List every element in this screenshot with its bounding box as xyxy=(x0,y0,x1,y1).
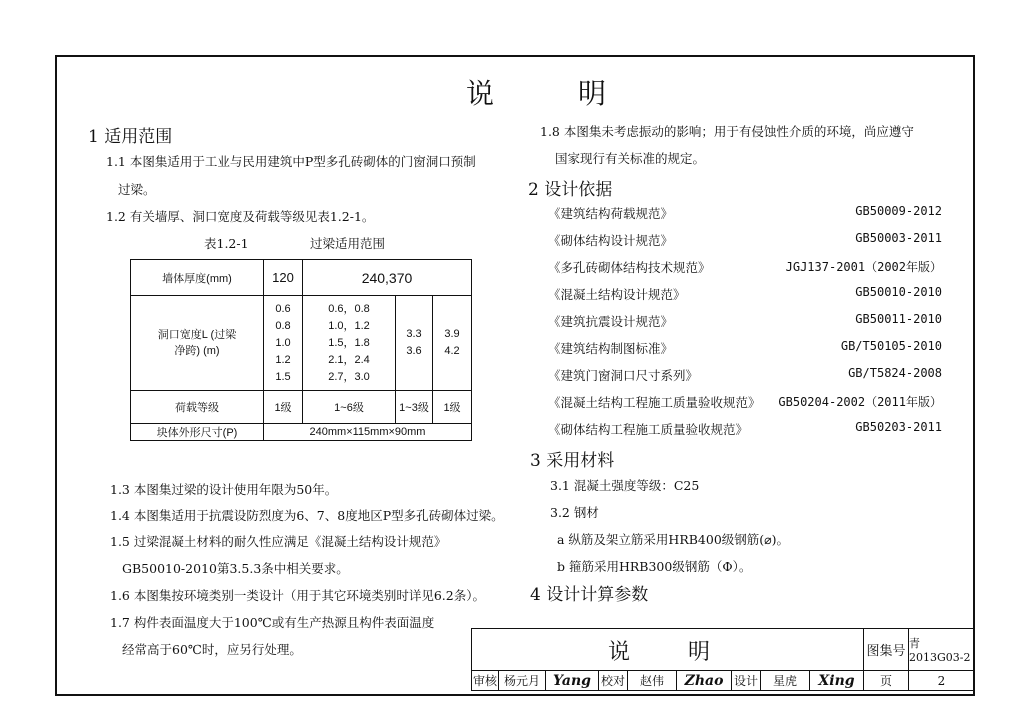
load-grade-label: 荷载等级 xyxy=(131,391,264,424)
opening-width-label: 洞口宽度L (过梁净跨) (m) xyxy=(131,296,264,391)
reviewer-name: 杨元月 xyxy=(498,670,546,691)
load-120: 1级 xyxy=(264,391,303,424)
title-block-title: 说 明 xyxy=(471,628,864,672)
table-title: 过梁适用范围 xyxy=(310,236,386,251)
standard-name: 《混凝土结构设计规范》 xyxy=(548,287,686,302)
load-c: 1级 xyxy=(433,391,472,424)
standard-name: 《多孔砖砌体结构技术规范》 xyxy=(548,260,711,275)
para-3-2: 3.2 钢材 xyxy=(550,505,599,520)
span-range-table xyxy=(130,259,472,441)
para-1-6: 1.6 本图集按环境类别一类设计（用于其它环境类别时详见6.2条）。 xyxy=(110,588,485,603)
atlas-label: 图集号 xyxy=(863,628,909,671)
standard-name: 《砌体结构工程施工质量验收规范》 xyxy=(548,422,749,437)
wall-thickness-label: 墙体厚度(mm) xyxy=(131,260,264,296)
standard-code: GB50203-2011 xyxy=(855,420,942,434)
reviewer-signature: Yang xyxy=(545,670,599,691)
wall-120: 120 xyxy=(264,260,303,296)
standard-code: GB50003-2011 xyxy=(855,231,942,245)
para-1-1: 1.1 本图集适用于工业与民用建筑中P型多孔砖砌体的门窗洞口预制 xyxy=(106,154,476,169)
standard-code: JGJ137-2001（2002年版） xyxy=(785,260,942,274)
para-1-3: 1.3 本图集过梁的设计使用年限为50年。 xyxy=(110,482,338,497)
col-120-values: 0.6 0.8 1.0 1.2 1.5 xyxy=(264,296,303,391)
standard-code: GB50010-2010 xyxy=(855,285,942,299)
section-1-heading: 1 适用范围 xyxy=(88,127,173,147)
col-a-values: 0.6，0.8 1.0，1.2 1.5，1.8 2.1，2.4 2.7，3.0 xyxy=(303,296,396,391)
design-label: 设计 xyxy=(731,670,761,691)
block-size-label: 块体外形尺寸(P) xyxy=(131,424,264,441)
para-1-7: 1.7 构件表面温度大于100℃或有生产热源且构件表面温度 xyxy=(110,615,435,630)
para-1-5-cont: GB50010-2010第3.5.3条中相关要求。 xyxy=(122,561,349,576)
standard-name: 《建筑结构荷载规范》 xyxy=(548,206,674,221)
para-1-4: 1.4 本图集适用于抗震设防烈度为6、7、8度地区P型多孔砖砌体过梁。 xyxy=(110,508,504,523)
para-3-2-a: a 纵筋及架立筋采用HRB400级钢筋(⌀)。 xyxy=(557,532,790,547)
standard-code: GB50009-2012 xyxy=(855,204,942,218)
title-block xyxy=(471,628,975,696)
checker-name: 赵伟 xyxy=(627,670,677,691)
table-number: 表1.2-1 xyxy=(204,236,249,251)
standard-code: GB/T5824-2008 xyxy=(848,366,942,380)
standard-name: 《建筑门窗洞口尺寸系列》 xyxy=(548,368,699,383)
para-3-1: 3.1 混凝土强度等级：C25 xyxy=(550,478,700,493)
standard-name: 《建筑结构制图标准》 xyxy=(548,341,674,356)
section-3-heading: 3 采用材料 xyxy=(530,451,615,471)
col-b-values: 3.3 3.6 xyxy=(396,296,433,391)
para-1-8-cont: 国家现行有关标准的规定。 xyxy=(555,151,706,166)
para-1-5: 1.5 过梁混凝土材料的耐久性应满足《混凝土结构设计规范》 xyxy=(110,534,447,549)
review-label: 审核 xyxy=(471,670,499,691)
checker-signature: Zhao xyxy=(676,670,732,691)
standard-name: 《砌体结构设计规范》 xyxy=(548,233,674,248)
para-3-2-b: b 箍筋采用HRB300级钢筋（Φ）。 xyxy=(557,559,752,574)
para-1-1-cont: 过梁。 xyxy=(118,182,156,197)
section-2-heading: 2 设计依据 xyxy=(528,180,613,200)
load-b: 1~3级 xyxy=(396,391,433,424)
block-size-value: 240mm×115mm×90mm xyxy=(264,424,472,441)
designer-name: 星虎 xyxy=(760,670,810,691)
col-c-values: 3.9 4.2 xyxy=(433,296,472,391)
load-a: 1~6级 xyxy=(303,391,396,424)
para-1-2: 1.2 有关墙厚、洞口宽度及荷载等级见表1.2-1。 xyxy=(106,209,375,224)
standard-code: GB50011-2010 xyxy=(855,312,942,326)
page-label: 页 xyxy=(863,670,909,691)
page-number: 2 xyxy=(908,670,975,691)
standard-code: GB50204-2002（2011年版） xyxy=(778,395,942,409)
page-title: 说 明 xyxy=(466,77,635,110)
check-label: 校对 xyxy=(598,670,628,691)
standard-code: GB/T50105-2010 xyxy=(840,339,942,353)
wall-240-370: 240,370 xyxy=(303,260,472,296)
section-4-heading: 4 设计计算参数 xyxy=(530,585,649,605)
atlas-number: 青2013G03-2 xyxy=(908,628,975,671)
standard-name: 《混凝土结构工程施工质量验收规范》 xyxy=(548,395,761,410)
para-1-7-cont: 经常高于60℃时，应另行处理。 xyxy=(122,642,302,657)
standard-name: 《建筑抗震设计规范》 xyxy=(548,314,674,329)
para-1-8: 1.8 本图集未考虑振动的影响；用于有侵蚀性介质的环境，尚应遵守 xyxy=(540,124,914,139)
designer-signature: Xing xyxy=(809,670,864,691)
